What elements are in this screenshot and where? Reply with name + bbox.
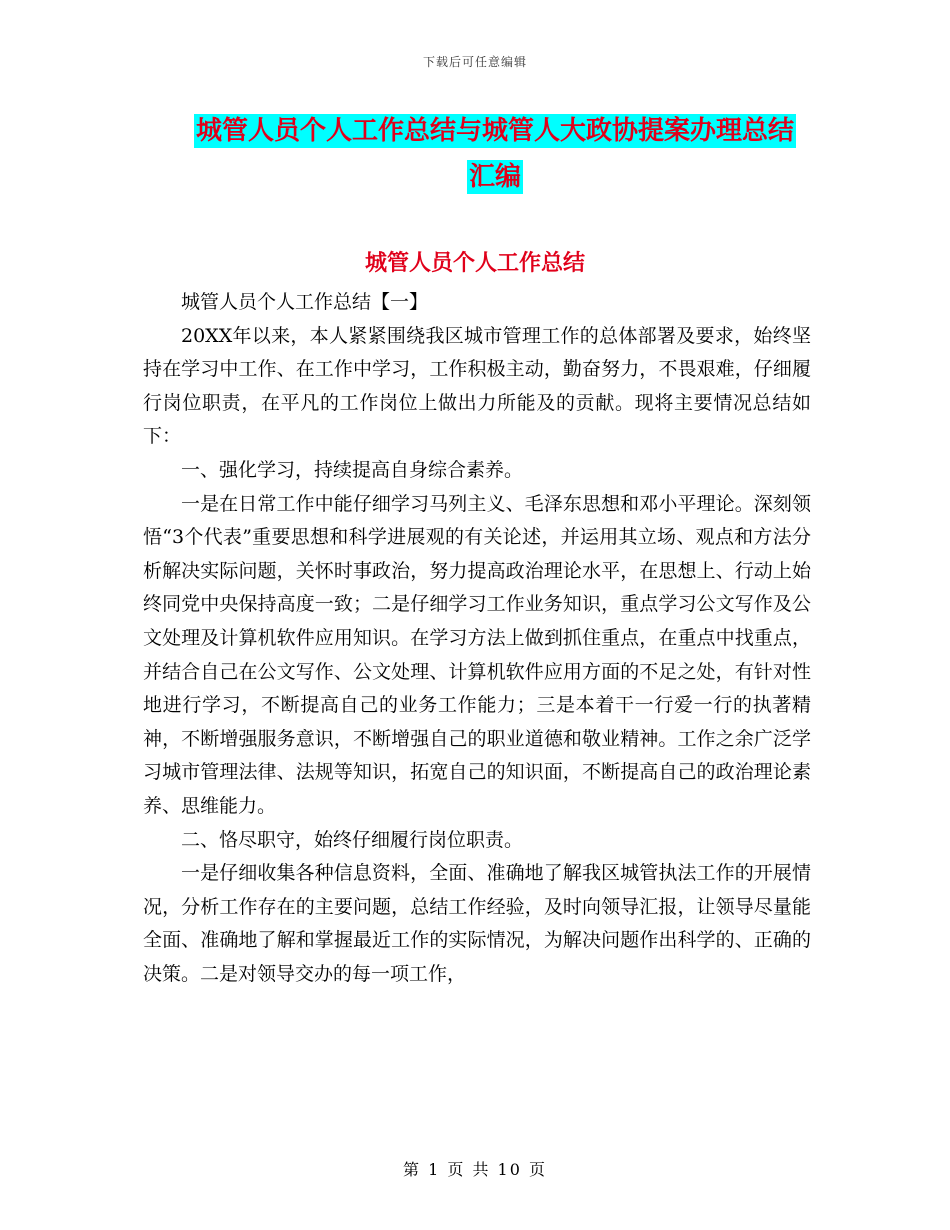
- paragraph-body-1: 一是在日常工作中能仔细学习马列主义、毛泽东思想和邓小平理论。深刻领悟“3个代表”重要思想和科学进展观的有关论述，并运用其立场、观点和方法分析解决实际问题，关怀时事政治，努力提高政治理论水平，在思想上、行动上始终同党中央保持高度一致；二是仔细学习工作业务知识，重点学习公文写作及公文处理及计算机软件应用知识。在学习方法上做到抓住重点，在重点中找重点，并结合自己在公文写作、公文处理、计算机软件应用方面的不足之处，有针对性地进行学习，不断提高自己的业务工作能力；三是本着干一行爱一行的执著精神，不断增强服务意识，不断增强自己的职业道德和敬业精神。工作之余广泛学习城市管理法律、法规等知识，拓宽自己的知识面，不断提高自己的政治理论素养、思维能力。: [143, 492, 811, 817]
- title-line-2: 汇编: [468, 162, 521, 192]
- section-title: 城管人员个人工作总结: [364, 251, 585, 276]
- paragraph-heading-2: 二、恪尽职守，始终仔细履行岗位职责。: [181, 828, 524, 851]
- page-footer: 第 1 页 共 10 页: [403, 1160, 547, 1179]
- paragraph-body-2: 一是仔细收集各种信息资料，全面、准确地了解我区城管执法工作的开展情况，分析工作存在的主要问题，总结工作经验，及时向领导汇报，让领导尽量能全面、准确地了解和掌握最近工作的实际情况，为解决问题作出科学的、正确的决策。二是对领导交办的每一项工作，: [143, 862, 811, 985]
- paragraph-heading-1: 一、强化学习，持续提高自身综合素养。: [181, 458, 524, 481]
- paragraph-intro: 20XX年以来，本人紧紧围绕我区城市管理工作的总体部署及要求，始终坚持在学习中工作、在工作中学习，工作积极主动，勤奋努力，不畏艰难，仔细履行岗位职责，在平凡的工作岗位上做出力所能及的贡献。现将主要情况总结如下：: [143, 324, 811, 448]
- document-title: [150, 108, 840, 200]
- header-note: 下载后可任意编辑: [422, 55, 527, 69]
- body-text: [143, 286, 811, 991]
- title-line-1: 城管人员个人工作总结与城管人大政协提案办理总结: [195, 116, 794, 146]
- paragraph-subheading: 城管人员个人工作总结【一】: [181, 291, 429, 313]
